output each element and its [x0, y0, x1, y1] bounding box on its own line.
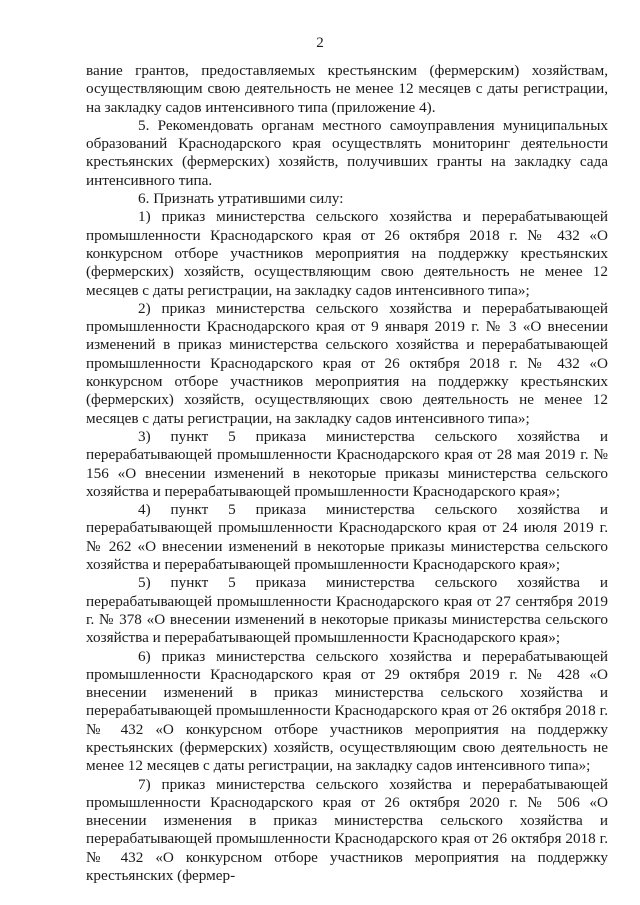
subitem-7: 7) приказ министерства сельского хозяйства и перерабатывающей промышленности Краснодарского края от 26 октября 2020 г. № 506 «О внесении изменения в приказ министерства сельского хозяйства и перерабатывающей промышленности Краснодарского края от 26 октября 2018 г. № 432 «О конкурсном отборе участников мероприятия на поддержку крестьянских (фермер-	[86, 775, 608, 885]
page-number: 2	[316, 35, 324, 51]
paragraph-continuation: вание грантов, предоставляемых крестьянским (фермерским) хозяйствам, осуществляющим свою деятельность не менее 12 месяцев с даты регистрации, на закладку садов интенсивного типа (приложение 4).	[86, 62, 608, 116]
subitem-3: 3) пункт 5 приказа министерства сельского хозяйства и перерабатывающей промышленности Краснодарского края от 28 мая 2019 г. № 156 «О внесении изменений в некоторые приказы министерства сельского хозяйства и перерабатывающей промышленности Краснодарского края»;	[86, 427, 608, 500]
document-body	[86, 62, 608, 885]
paragraph-item-6: 6. Признать утратившими силу:	[138, 190, 344, 208]
subitem-5: 5) пункт 5 приказа министерства сельского хозяйства и перерабатывающей промышленности Краснодарского края от 27 сентября 2019 г. № 378 «О внесении изменений в некоторые приказы министерства сельского хозяйства и перерабатывающей промышленности Краснодарского края»;	[86, 574, 608, 647]
subitem-6: 6) приказ министерства сельского хозяйства и перерабатывающей промышленности Краснодарского края от 29 октября 2019 г. № 428 «О внесении изменений в приказ министерства сельского хозяйства и перерабатывающей промышленности Краснодарского края от 26 октября 2018 г. № 432 «О конкурсном отборе участников мероприятия на поддержку крестьянских (фермерских) хозяйств, осуществляющим свою деятельность не менее 12 месяцев с даты регистрации, на закладку садов интенсивного типа»;	[86, 647, 608, 775]
subitem-4: 4) пункт 5 приказа министерства сельского хозяйства и перерабатывающей промышленности Краснодарского края от 24 июля 2019 г. № 262 «О внесении изменений в некоторые приказы министерства сельского хозяйства и перерабатывающей промышленности Краснодарского края»;	[86, 501, 608, 574]
subitem-2: 2) приказ министерства сельского хозяйства и перерабатывающей промышленности Краснодарского края от 9 января 2019 г. № 3 «О внесении изменений в приказ министерства сельского хозяйства и перерабатывающей промышленности Краснодарского края от 26 октября 2018 г. № 432 «О конкурсном отборе участников мероприятия на поддержку крестьянских (фермерских) хозяйств, осуществляющих свою деятельность не менее 12 месяцев с даты регистрации, на закладку садов интенсивного типа»;	[86, 299, 608, 427]
paragraph-item-5: 5. Рекомендовать органам местного самоуправления муниципальных образований Краснодарского края осуществлять мониторинг деятельности крестьянских (фермерских) хозяйств, получивших гранты на закладку сада интенсивного типа.	[86, 116, 608, 189]
subitem-1: 1) приказ министерства сельского хозяйства и перерабатывающей промышленности Краснодарского края от 26 октября 2018 г. № 432 «О конкурсном отборе участников мероприятия на поддержку крестьянских (фермерских) хозяйств, осуществляющим свою деятельность не менее 12 месяцев с даты регистрации, на закладку садов интенсивного типа»;	[86, 208, 608, 299]
